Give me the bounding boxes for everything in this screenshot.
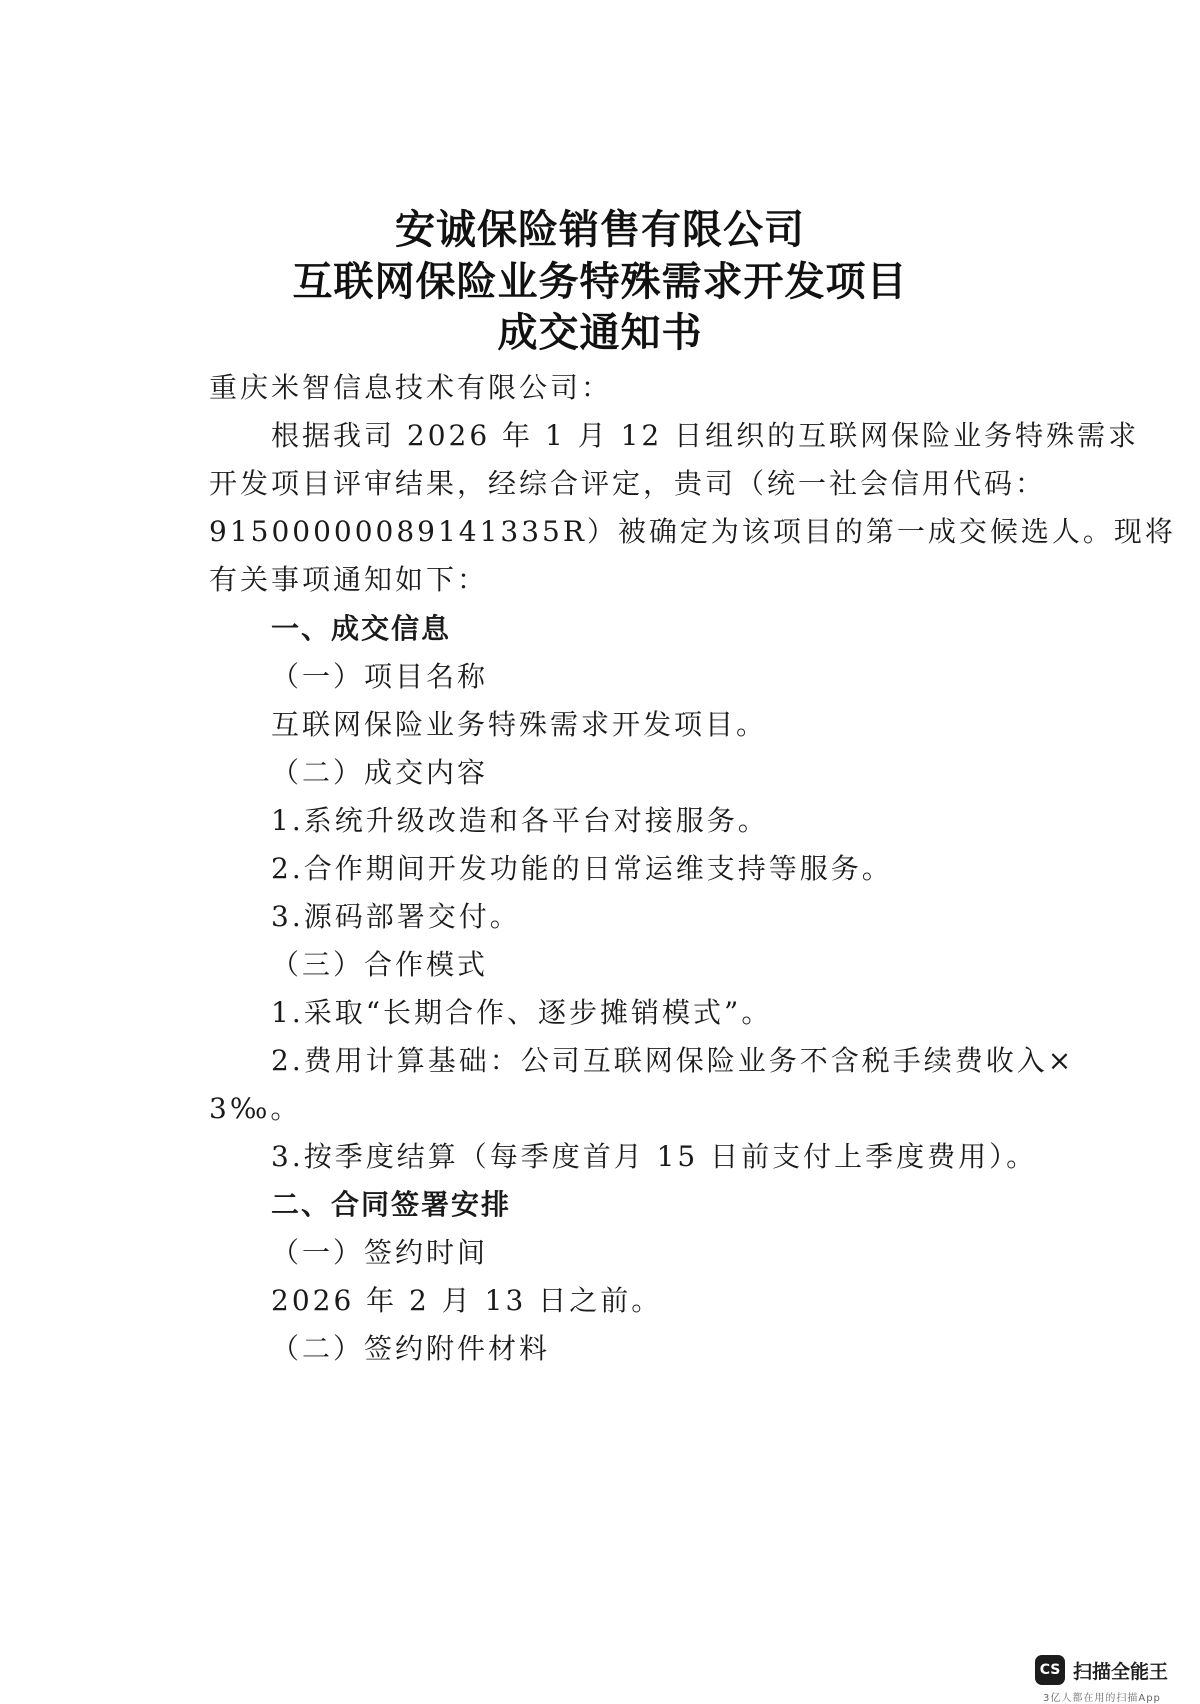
section2-sub1-text: 2026 年 2 月 13 日之前。 xyxy=(271,1284,663,1317)
section2-sub2-heading: （二）签约附件材料 xyxy=(271,1332,551,1365)
list-item-continuation: 3‰。 xyxy=(209,1092,302,1125)
list-item: 1.采取“长期合作、逐步摊销模式”。 xyxy=(271,996,773,1029)
doc-title-type: 成交通知书 xyxy=(497,309,703,356)
list-item: 2.合作期间开发功能的日常运维支持等服务。 xyxy=(271,852,893,885)
section1-sub1-heading: （一）项目名称 xyxy=(271,660,489,693)
list-item: 1.系统升级改造和各平台对接服务。 xyxy=(271,804,769,837)
doc-title-company: 安诚保险销售有限公司 xyxy=(395,206,805,253)
section2-sub1-heading: （一）签约时间 xyxy=(271,1236,489,1269)
scanner-watermark xyxy=(1035,1655,1175,1704)
intro-line: 有关事项通知如下： xyxy=(209,563,489,596)
section1-heading: 一、成交信息 xyxy=(271,612,452,645)
list-item: 2.费用计算基础：公司互联网保险业务不含税手续费收入× xyxy=(271,1044,1075,1077)
list-item: 3.按季度结算（每季度首月 15 日前支付上季度费用）。 xyxy=(271,1140,1038,1173)
intro-line: 根据我司 2026 年 1 月 12 日组织的互联网保险业务特殊需求 xyxy=(271,419,1140,452)
section1-sub3-heading: （三）合作模式 xyxy=(271,948,489,981)
intro-line: 91500000089141335R）被确定为该项目的第一成交候选人。现将 xyxy=(209,515,1176,548)
list-item: 3.源码部署交付。 xyxy=(271,900,521,933)
section1-sub2-heading: （二）成交内容 xyxy=(271,756,489,789)
section2-heading: 二、合同签署安排 xyxy=(271,1188,512,1221)
scanner-tagline: 3亿人都在用的扫描App xyxy=(1043,1693,1161,1704)
section1-sub1-text: 互联网保险业务特殊需求开发项目。 xyxy=(271,708,768,741)
intro-line: 开发项目评审结果，经综合评定，贵司（统一社会信用代码： xyxy=(209,467,1047,500)
doc-title-project: 互联网保险业务特殊需求开发项目 xyxy=(292,258,908,305)
addressee: 重庆米智信息技术有限公司： xyxy=(209,371,613,404)
scanner-logo-icon: CS xyxy=(1035,1655,1065,1685)
scanner-app-name: 扫描全能王 xyxy=(1073,1661,1169,1683)
